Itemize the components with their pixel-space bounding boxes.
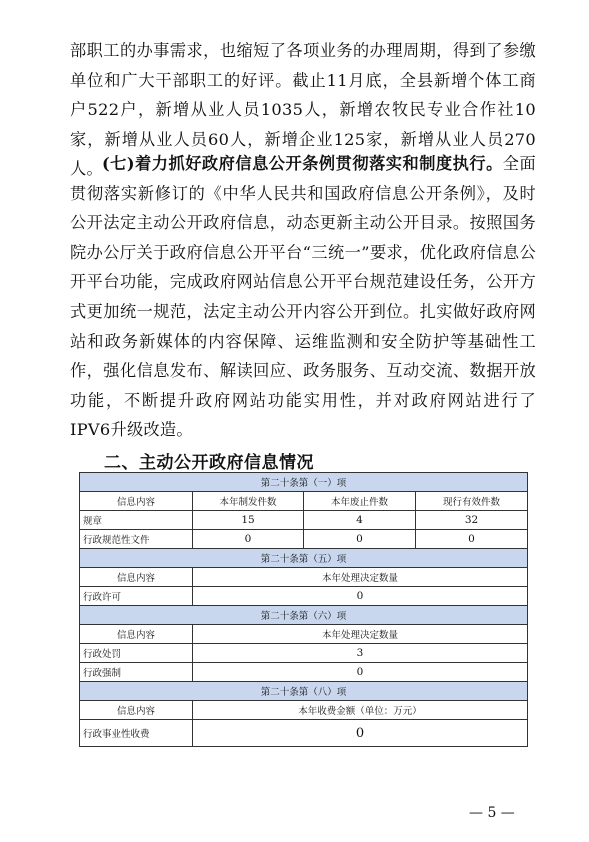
section-3-title: 第二十条第（六）项 (80, 606, 528, 625)
cell-repealed: 4 (304, 511, 416, 530)
column-header: 信息内容 (80, 625, 193, 644)
row-label: 行政事业性收费 (80, 720, 193, 747)
column-header: 现行有效件数 (416, 492, 528, 511)
row-label: 行政强制 (80, 663, 193, 682)
column-header: 信息内容 (80, 492, 193, 511)
column-header: 本年处理决定数量 (193, 568, 528, 587)
section-2-title: 第二十条第（五）项 (80, 549, 528, 568)
table-column-headers (80, 701, 528, 720)
cell-valid: 0 (416, 530, 528, 549)
column-header: 本年制发件数 (193, 492, 304, 511)
body-paragraph-2 (70, 149, 536, 445)
section-title: 二、主动公开政府信息情况 (104, 453, 314, 473)
row-label: 行政处罚 (80, 644, 193, 663)
section-1-title: 第二十条第（一）项 (80, 473, 528, 492)
column-header: 本年处理决定数量 (193, 625, 528, 644)
info-disclosure-table (79, 472, 528, 747)
table-row (80, 644, 528, 663)
cell-value: 0 (193, 663, 528, 682)
page-number: — 5 — (469, 805, 515, 821)
table-column-headers (80, 492, 528, 511)
body-paragraph-1: 部职工的办事需求，也缩短了各项业务的办理周期，得到了参缴单位和广大干部职工的好评。截止11月底，全县新增个体工商户522户，新增从业人员1035人，新增农牧民专业合作社10家，新增从业人员60人，新增企业125家，新增从业人员270人。 (70, 41, 536, 179)
paragraph-heading: (七)着力抓好政府信息公开条例贯彻落实和制度执行。 (102, 154, 503, 173)
cell-value: 3 (193, 644, 528, 663)
cell-repealed: 0 (304, 530, 416, 549)
cell-value: 0 (193, 720, 528, 747)
cell-value: 0 (193, 587, 528, 606)
table-row (80, 511, 528, 530)
section-4-title: 第二十条第（八）项 (80, 682, 528, 701)
column-header: 信息内容 (80, 701, 193, 720)
table-section-header (80, 606, 528, 625)
table-section-header (80, 682, 528, 701)
cell-valid: 32 (416, 511, 528, 530)
row-label: 规章 (80, 511, 193, 530)
column-header: 信息内容 (80, 568, 193, 587)
table-column-headers (80, 568, 528, 587)
table-section-header (80, 473, 528, 492)
table-column-headers (80, 625, 528, 644)
table-row (80, 530, 528, 549)
cell-issued: 0 (193, 530, 304, 549)
cell-issued: 15 (193, 511, 304, 530)
table-row (80, 587, 528, 606)
table-row (80, 663, 528, 682)
row-label: 行政许可 (80, 587, 193, 606)
paragraph-text: 全面贯彻落实新修订的《中华人民共和国政府信息公开条例》，及时公开法定主动公开政府信息，动态更新主动公开目录。按照国务院办公厅关于政府信息公开平台“三统一”要求，优化政府信息公开平台功能，完成政府网站信息公开平台规范建设任务，公开方式更加统一规范，法定主动公开内容公开到位。扎实做好政府网站和政务新媒体的内容保障、运维监测和安全防护等基础性工作，强化信息发布、解读回应、政务服务、互动交流、数据开放功能，不断提升政府网站功能实用性，并对政府网站进行了IPV6升级改造。 (70, 154, 536, 440)
table-section-header (80, 549, 528, 568)
table-row (80, 720, 528, 747)
column-header: 本年收费金额（单位：万元） (193, 701, 528, 720)
column-header: 本年废止件数 (304, 492, 416, 511)
row-label: 行政规范性文件 (80, 530, 193, 549)
